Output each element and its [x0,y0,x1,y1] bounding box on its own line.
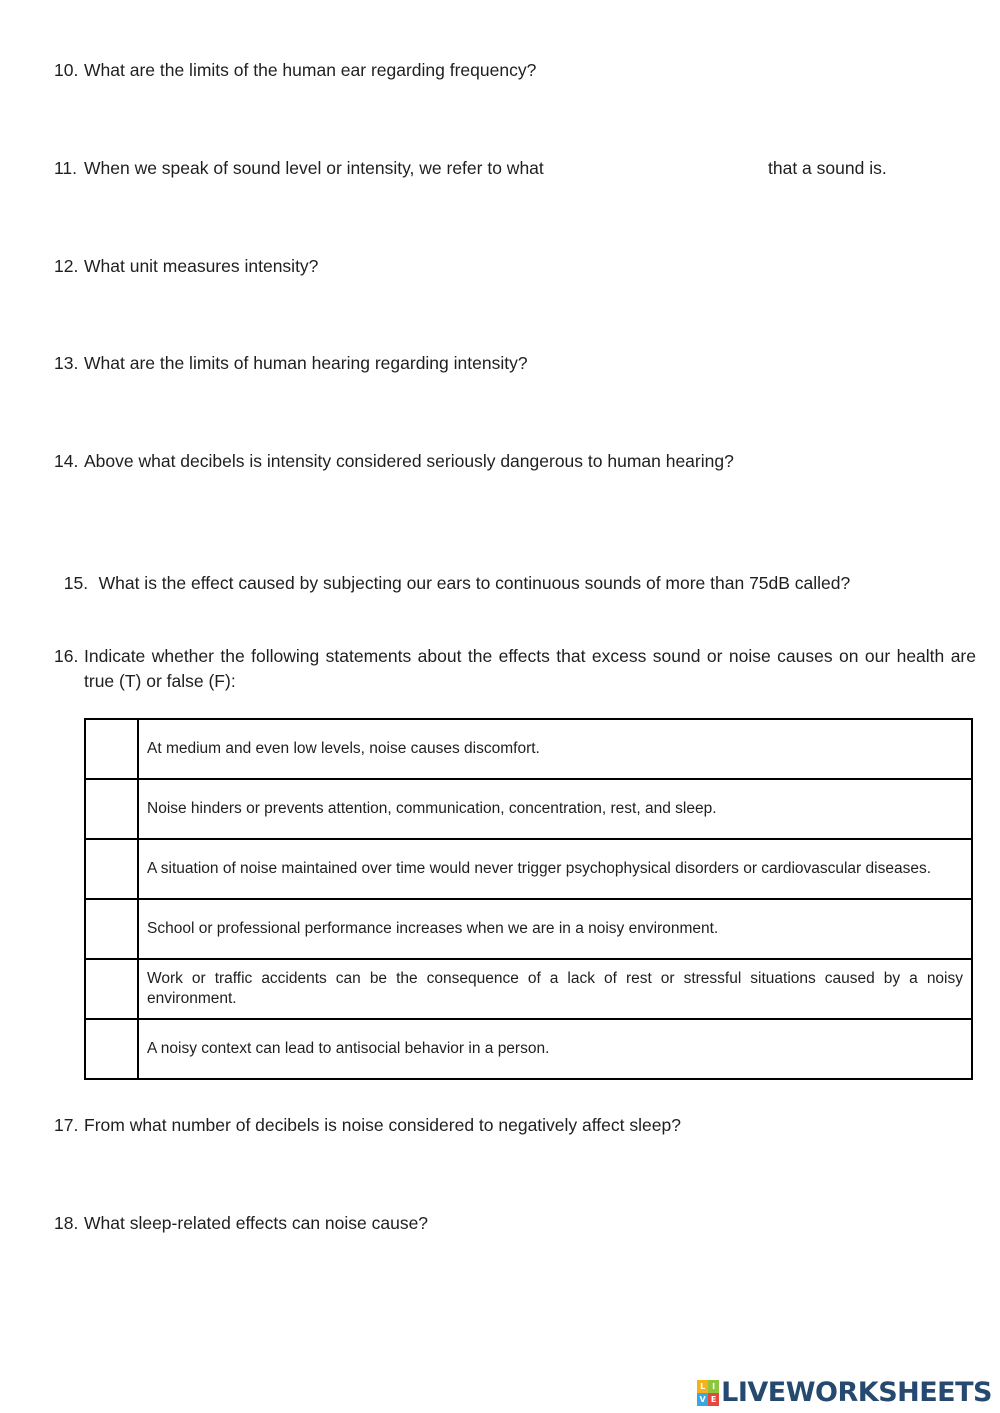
fill-blank-input-11[interactable] [574,156,766,184]
question-14 [54,449,734,474]
liveworksheets-watermark [697,1378,992,1408]
true-false-answer-box[interactable] [85,899,138,959]
true-false-answer-box[interactable] [85,959,138,1019]
true-false-answer-box[interactable] [85,719,138,779]
statement-text: Work or traffic accidents can be the consequence of a lack of rest or stressful situations caused by a noisy environment. [138,959,972,1019]
question-text: What unit measures intensity? [84,256,319,276]
question-number: 11. [54,158,78,178]
brand-name: LIVEWORKSHEETS [721,1377,992,1408]
question-number: 13. [54,353,79,373]
statement-text: A situation of noise maintained over time would never trigger psychophysical disorders or cardiovascular diseases. [138,839,972,899]
question-11-tail: that a sound is. [768,158,887,178]
table-row [85,719,972,779]
question-number: 12. [54,256,79,276]
question-text: What are the limits of human hearing regarding intensity? [84,353,528,373]
question-10 [54,58,536,83]
table-row [85,779,972,839]
question-number: 10. [54,60,79,80]
answer-input-15[interactable] [84,574,968,636]
question-text: When we speak of sound level or intensity, we refer to what [84,158,544,178]
liveworksheets-logo-icon [697,1380,719,1406]
true-false-table [84,718,973,1080]
answer-input-18[interactable] [84,1240,968,1352]
question-12 [54,254,318,279]
answer-input-14[interactable] [84,477,968,539]
true-false-answer-box[interactable] [85,779,138,839]
question-text: What sleep-related effects can noise cause? [84,1213,429,1233]
question-number: 14. [54,451,79,471]
statement-text: At medium and even low levels, noise causes discomfort. [138,719,972,779]
statement-text: A noisy context can lead to antisocial behavior in a person. [138,1019,972,1079]
logo-cell: E [708,1393,719,1406]
table-row [85,839,972,899]
statement-text: Noise hinders or prevents attention, communication, concentration, rest, and sleep. [138,779,972,839]
question-text: What are the limits of the human ear regarding frequency? [84,60,537,80]
question-number: 17. [54,1115,79,1135]
logo-cell: L [697,1380,708,1393]
answer-input-17[interactable] [84,1141,968,1203]
question-13 [54,351,528,376]
question-number: 16. [54,646,79,666]
answer-input-10[interactable] [84,86,968,148]
question-text: From what number of decibels is noise considered to negatively affect sleep? [84,1115,681,1135]
answer-input-13[interactable] [84,379,968,441]
question-text: Indicate whether the following statements about the effects that excess sound or noise causes on our health are true (T) or false (F): [84,646,976,691]
logo-cell: V [697,1393,708,1406]
logo-cell: I [708,1380,719,1393]
question-number: 15. [63,573,89,593]
question-11 [54,156,544,181]
answer-input-12[interactable] [84,282,968,344]
table-row [85,899,972,959]
statement-text: School or professional performance increases when we are in a noisy environment. [138,899,972,959]
question-18 [54,1211,428,1236]
question-text: Above what decibels is intensity considered seriously dangerous to human hearing? [84,451,734,471]
question-text: What is the effect caused by subjecting our ears to continuous sounds of more than 75dB called? [93,573,851,593]
true-false-answer-box[interactable] [85,1019,138,1079]
question-17 [54,1113,681,1138]
table-row [85,1019,972,1079]
question-number: 18. [54,1213,79,1233]
true-false-answer-box[interactable] [85,839,138,899]
table-row [85,959,972,1019]
